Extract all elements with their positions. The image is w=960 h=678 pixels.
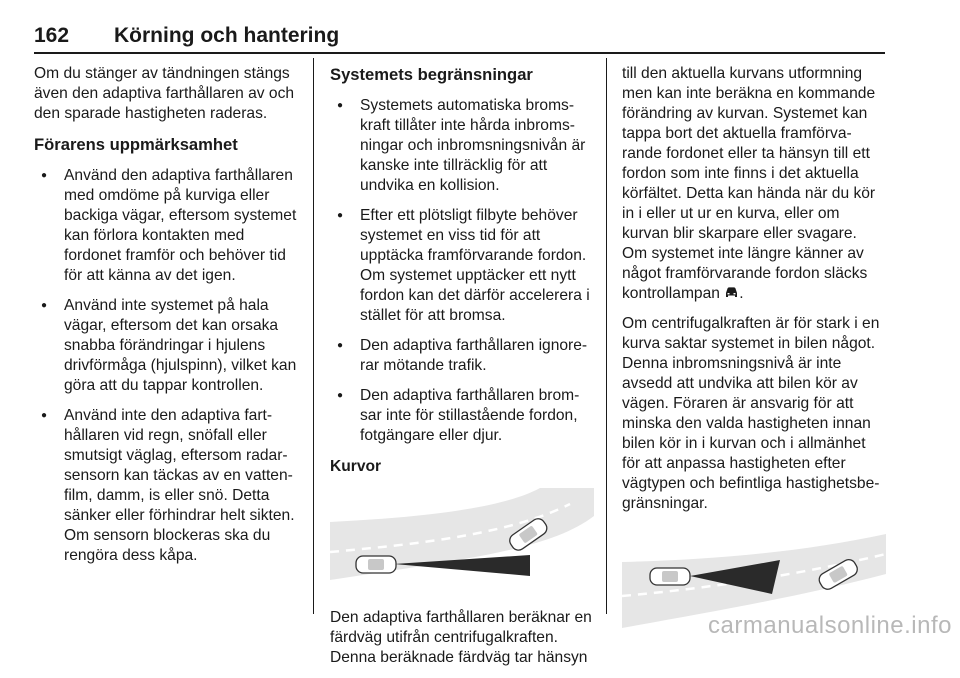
list-item: ● Den adaptiva farthållaren bromsar inte för stillastående fordon, fotgängare eller djur. <box>330 386 594 446</box>
watermark: carmanualsonline.info <box>708 612 952 639</box>
list-item: ● Använd inte systemet på hala vägar, eftersom det kan orsaka snabba förändringar i hjulens drivförmåga (hjulspinn), vilket kan göra att du tappar kontrollen. <box>34 296 299 396</box>
column-right <box>622 64 886 638</box>
curves-paragraph-continued: till den aktuella kurvans utformning men kan inte beräkna en kommande förändring av kurvan. Systemet kan tappa bort det aktuella framförvarande fordonet eller ta hänsyn till ett fordon som inte finns i det aktuella körfältet. Detta kan hända när du kör in i eller ut ur en kurva, eller om kurvan blir skarpare eller svagare. Om systemet inte längre känner av något framförvarande fordon släcks kontrollampan . <box>622 65 876 302</box>
page-header <box>34 14 885 54</box>
column-left <box>34 64 299 576</box>
list-item: ● Efter ett plötsligt filbyte behöver systemet en viss tid för att upptäcka framförvarande fordon. Om systemet upptäcker ett nytt fordon kan det därför accelerera i stället för att bromsa. <box>330 206 594 326</box>
subsection-heading-curves: Kurvor <box>330 458 382 475</box>
section-heading-driver-attention: Förarens uppmärksamhet <box>34 135 238 154</box>
centrifugal-paragraph: Om centrifugalkraften är för stark i en kurva saktar systemet in bilen något. Denna inbromsningsnivå är inte avsedd att undvika att bilen kör av vägen. Föraren är ansvarig för att minska den valda hastigheten innan bilen kör in i kurvan och i allmänhet för att anpassa hastigheten efter vägtypen och befintliga hastighetsbegränsningar. <box>622 315 880 512</box>
page-number: 162 <box>34 24 70 47</box>
driver-attention-list <box>34 166 299 566</box>
column-divider <box>313 58 314 614</box>
system-limitations-list <box>330 96 594 446</box>
curves-paragraph: Den adaptiva farthållaren beräknar en färdväg utifrån centrifugalkraften. Denna beräknade färdväg tar hänsyn <box>330 609 592 666</box>
column-divider <box>606 58 607 614</box>
list-item: ● Använd den adaptiva farthållaren med omdöme på kurviga eller backiga vägar, eftersom systemet kan förlora kontakten med fordonet framför och behöver tid för att känna av det igen. <box>34 166 299 286</box>
column-middle <box>330 64 594 678</box>
own-car-icon <box>650 568 690 585</box>
list-item: ● Den adaptiva farthållaren ignorerar mötande trafik. <box>330 336 594 376</box>
section-heading-system-limitations: Systemets begränsningar <box>330 65 533 84</box>
vehicle-ahead-indicator-icon <box>724 286 739 299</box>
list-item: ● Använd inte den adaptiva farthållaren vid regn, snöfall eller smutsigt väglag, eftersom radarsensorn kan täckas av en vattenfilm, damm, is eller snö. Detta sänker eller förhindrar helt sikten. Om sensorn blockeras ska du rengöra dess kåpa. <box>34 406 299 566</box>
curve-illustration-1 <box>330 488 594 594</box>
list-item: ● Systemets automatiska bromskraft tillåter inte hårda inbromsningar och inbromsningsnivån är kanske inte tillräcklig för att undvika en kollision. <box>330 96 594 196</box>
chapter-title: Körning och hantering <box>114 24 340 47</box>
intro-paragraph: Om du stänger av tändningen stängs även den adaptiva farthållaren av och den sparade hastigheten raderas. <box>34 65 295 122</box>
own-car-icon <box>356 556 396 573</box>
